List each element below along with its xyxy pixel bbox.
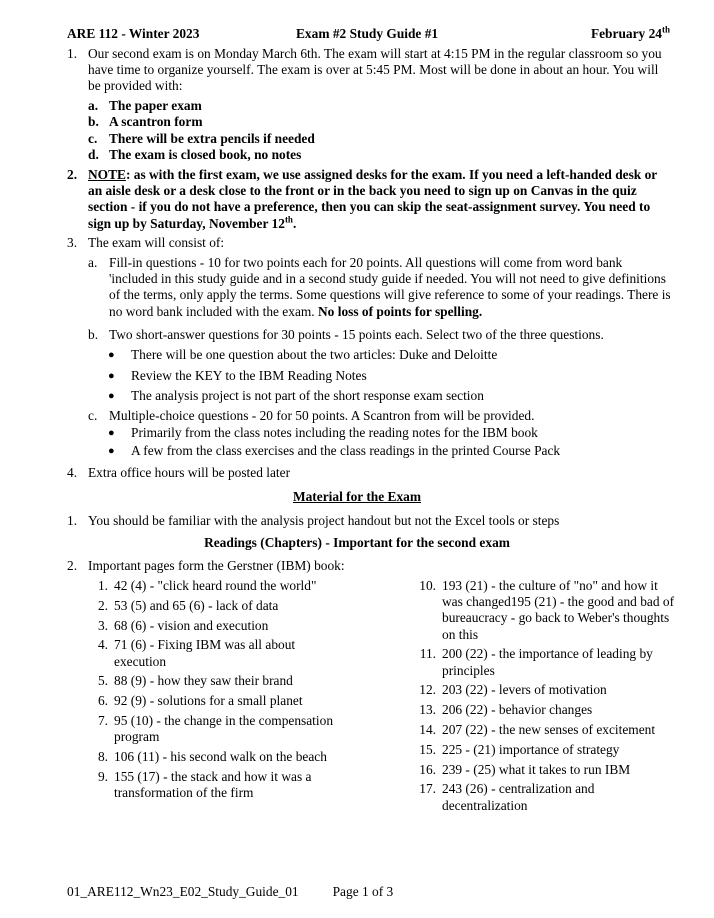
page-list-number: 13. [419,702,436,718]
page-list-item [88,673,338,689]
s3-b-bullet-1 [108,347,672,363]
material-item-1-text: You should be familiar with the analysis project handout but not the Excel tools or steps [88,513,560,528]
s3-item-b-text: Two short-answer questions for 30 points - 15 points each. Select two of the three questions. [109,327,604,342]
pages-left-column [88,578,338,805]
bullet-icon: ● [108,445,115,457]
header-date-text: February 24 [590,26,662,41]
note-end: . [292,215,297,231]
section-3 [67,235,672,251]
page-list-text: 88 (9) - how they saw their brand [114,673,293,689]
page-list-text: 155 (17) - the stack and how it was a transformation of the firm [114,768,312,800]
page-list-number: 8. [97,748,108,764]
page-list-text: 92 (9) - solutions for a small planet [114,693,303,709]
s3-b-bullet-3 [108,388,672,404]
section-1 [67,46,672,95]
s3-b-bullet-2 [108,368,672,384]
s3-item-a-text [109,255,672,320]
page-list-number: 15. [419,741,436,757]
page-list-item [88,693,338,709]
page-list-text: 53 (5) and 65 (6) - lack of data [114,597,279,613]
s3-item-c-label: c. [88,408,98,423]
bullet-text: Review the KEY to the IBM Reading Notes [131,368,367,383]
page-list-number: 7. [97,712,108,728]
page-list-text: 68 (6) - vision and execution [114,617,269,633]
bullet-icon: ● [108,390,115,402]
material-item-2-text: Important pages form the Gerstner (IBM) book: [88,558,345,573]
page-list-text: 225 - (21) importance of strategy [442,741,620,757]
page-list-text: 207 (22) - the new senses of excitement [442,722,656,737]
page-list-item [416,578,678,643]
page-list-number: 1. [97,578,108,593]
section-4 [67,465,672,481]
bullet-icon: ● [108,349,115,361]
page-list-item [88,578,338,594]
s1-item-label: b. [88,114,99,129]
s3-item-b-label: b. [88,327,99,342]
page-list-item [416,702,678,718]
s3-item-c-text: Multiple-choice questions - 20 for 50 points. A Scantron from will be provided. [109,408,535,423]
page-list-text: 95 (10) - the change in the compensation program [114,712,334,745]
page-list-text: 243 (26) - centralization and decentralization [442,781,595,813]
section-3-number: 3. [67,235,78,250]
bullet-text: Primarily from the class notes including the reading notes for the IBM book [131,425,538,440]
s3-item-b [88,327,672,343]
page-list-text: 42 (4) - "click heard round the world" [114,578,317,593]
s3-item-a-bold: No loss of points for spelling. [318,303,483,319]
pages-right-column [416,578,678,817]
page-list-text: 106 (11) - his second walk on the beach [114,748,327,764]
s3-item-a [88,255,672,320]
section-2-text [88,167,672,232]
footer-page-number: Page 1 of 3 [332,884,394,899]
s3-item-a-label: a. [88,255,98,270]
document-title: Exam #2 Study Guide #1 [296,26,439,41]
page-list-text: 206 (22) - behavior changes [442,702,593,718]
s1-item-text: The paper exam [109,98,202,113]
page-list-number: 17. [419,781,436,797]
page-list-number: 11. [419,646,436,662]
s1-item-label: c. [88,131,98,146]
course-label: ARE 112 - Winter 2023 [67,26,200,41]
page-list-item [416,682,678,698]
material-item-1 [67,513,672,529]
page-list-number: 14. [419,722,436,737]
page-list-number: 5. [97,673,108,689]
s1-item-label: d. [88,147,99,162]
bullet-text: The analysis project is not part of the short response exam section [131,388,484,403]
readings-heading: Readings (Chapters) - Important for the second exam [204,535,510,550]
page-footer [67,884,393,900]
s1-item-text: The exam is closed book, no notes [109,147,302,162]
page-list-text: 239 - (25) what it takes to run IBM [442,761,631,777]
footer-filename: 01_ARE112_Wn23_E02_Study_Guide_01 [67,884,299,899]
bullet-text: A few from the class exercises and the class readings in the printed Course Pack [131,443,561,458]
page-list-number: 6. [97,693,108,709]
section-1-number: 1. [67,46,78,61]
page-list-item [416,646,678,678]
s1-item-text: There will be extra pencils if needed [109,131,315,146]
page-list-number: 2. [97,597,108,613]
header-date [591,26,670,42]
section-4-text: Extra office hours will be posted later [88,465,291,480]
header-date-sup: th [661,24,670,35]
s3-c-bullet-2 [108,443,672,459]
section-1-text: Our second exam is on Monday March 6th. The exam will start at 4:15 PM in the regular classroom so you have time to organize yourself. The exam is over at 5:45 PM. Most will be done in about an hour. You will be provided with: [88,46,662,94]
page-list-number: 12. [419,682,436,698]
section-4-number: 4. [67,465,78,480]
s1-item-label: a. [88,98,99,113]
material-item-2-number: 2. [67,558,78,573]
s3-item-c [88,408,672,424]
note-body: : as with the first exam, we use assigned desks for the exam. If you need a left-handed desk or an aisle desk or a desk close to the front or in the back you need to sign up on Canvas in the quiz section - if you do not have a preference, then you can skip the seat-assignment survey. You need to sign up by Saturday, November 12 [88,167,657,231]
page-list-item [88,769,338,801]
s1-item-d [88,147,672,163]
page-list-text: 71 (6) - Fixing IBM was all about execution [114,637,296,669]
page-list-text: 193 (21) - the culture of "no" and how it was changed195 (21) - the good and bad of bureaucracy - go back to Weber's thoughts on this [442,578,675,642]
s3-c-bullet-1 [108,425,672,441]
page-list-item [88,598,338,614]
note-sup: th [284,214,293,225]
page-list-number: 16. [419,761,436,777]
page-list-text: 200 (22) - the importance of leading by principles [442,646,653,678]
s1-item-text: A scantron form [109,114,203,129]
page-list-item [88,713,338,745]
page-list-item [88,637,338,669]
s1-item-b [88,114,672,130]
material-item-1-number: 1. [67,513,78,528]
page-list-number: 9. [97,768,108,784]
page-list-item [88,749,338,765]
page-list-item [88,618,338,634]
page-list-item [416,781,678,813]
material-heading-text: Material for the Exam [292,489,422,504]
bullet-icon: ● [108,427,115,439]
page-list-item [416,722,678,738]
page-list-number: 3. [97,617,108,633]
page-list-text: 203 (22) - levers of motivation [442,682,607,698]
page-list-number: 10. [419,578,436,593]
material-heading [0,489,714,505]
bullet-icon: ● [108,370,115,382]
note-label: NOTE [88,167,126,182]
page-header [67,26,670,44]
s1-item-a [88,98,672,114]
material-item-2 [67,558,672,574]
page-list-number: 4. [97,637,108,653]
section-2-number: 2. [67,167,78,182]
s1-item-c [88,131,672,147]
section-3-text: The exam will consist of: [88,235,225,250]
s3-item-a-body: Fill-in questions - 10 for two points each for 20 points. All questions will come from word bank 'included in this study guide and in a second study guide if needed. You will not need to give definitions of the terms, only apply the terms. Some questions will give reference to some of your readings. There is no word bank included with the exam. [109,255,671,319]
bullet-text: There will be one question about the two articles: Duke and Deloitte [131,347,498,362]
section-2 [67,167,672,232]
page-list-item [416,762,678,778]
page-list-item [416,742,678,758]
